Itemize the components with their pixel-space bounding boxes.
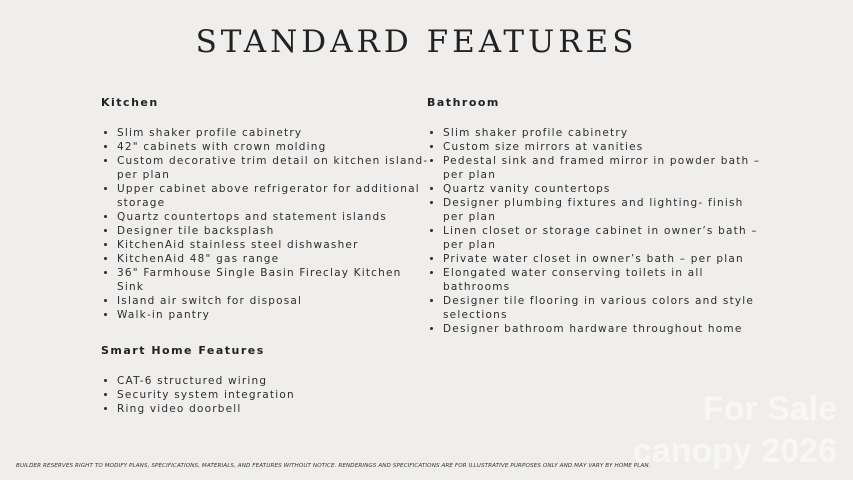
list-item: • Pedestal sink and framed mirror in powder bath – per plan: [443, 154, 763, 182]
list-item: • Island air switch for disposal: [117, 294, 433, 308]
list-item: • Linen closet or storage cabinet in owner’s bath – per plan: [443, 224, 763, 252]
list-item: • Quartz countertops and statement islands: [117, 210, 433, 224]
list-item: • KitchenAid stainless steel dishwasher: [117, 238, 433, 252]
watermark-line-2: canopy 2026: [632, 432, 837, 470]
list-item: • Upper cabinet above refrigerator for additional storage: [117, 182, 433, 210]
kitchen-feature-list: [101, 126, 433, 322]
kitchen-heading: Kitchen: [101, 96, 159, 109]
list-item: • Designer bathroom hardware throughout home: [443, 322, 763, 336]
list-item: • Custom decorative trim detail on kitchen island- per plan: [117, 154, 433, 182]
list-item: • Slim shaker profile cabinetry: [117, 126, 433, 140]
list-item: • Private water closet in owner’s bath – per plan: [443, 252, 763, 266]
list-item: • Security system integration: [117, 388, 433, 402]
smart-home-feature-list: [101, 374, 433, 416]
list-item: • CAT-6 structured wiring: [117, 374, 433, 388]
list-item: • 36" Farmhouse Single Basin Fireclay Kitchen Sink: [117, 266, 433, 294]
bathroom-heading: Bathroom: [427, 96, 500, 109]
bathroom-feature-list: [427, 126, 763, 336]
watermark-line-1: For Sale: [702, 390, 837, 428]
list-item: • Custom size mirrors at vanities: [443, 140, 763, 154]
watermark-graphic: [587, 390, 847, 470]
list-item: • Designer tile flooring in various colors and style selections: [443, 294, 763, 322]
disclaimer: BUILDER RESERVES RIGHT TO MODIFY PLANS, SPECIFICATIONS, MATERIALS, AND FEATURES WITHOUT NOTICE. RENDERINGS AND SPECIFICATIONS ARE FOR ILLUSTRATIVE PURPOSES ONLY AND MAY VARY BY HOME PLAN.: [16, 463, 651, 469]
list-item: • Elongated water conserving toilets in all bathrooms: [443, 266, 763, 294]
list-item: • Designer plumbing fixtures and lighting- finish per plan: [443, 196, 763, 224]
page-title: STANDARD FEATURES: [195, 24, 638, 60]
list-item: • Quartz vanity countertops: [443, 182, 763, 196]
list-item: • 42" cabinets with crown molding: [117, 140, 433, 154]
list-item: • KitchenAid 48" gas range: [117, 252, 433, 266]
list-item: • Designer tile backsplash: [117, 224, 433, 238]
watermark: [587, 390, 847, 470]
list-item: • Slim shaker profile cabinetry: [443, 126, 763, 140]
smart-home-heading: Smart Home Features: [101, 344, 265, 357]
list-item: • Walk-in pantry: [117, 308, 433, 322]
list-item: • Ring video doorbell: [117, 402, 433, 416]
